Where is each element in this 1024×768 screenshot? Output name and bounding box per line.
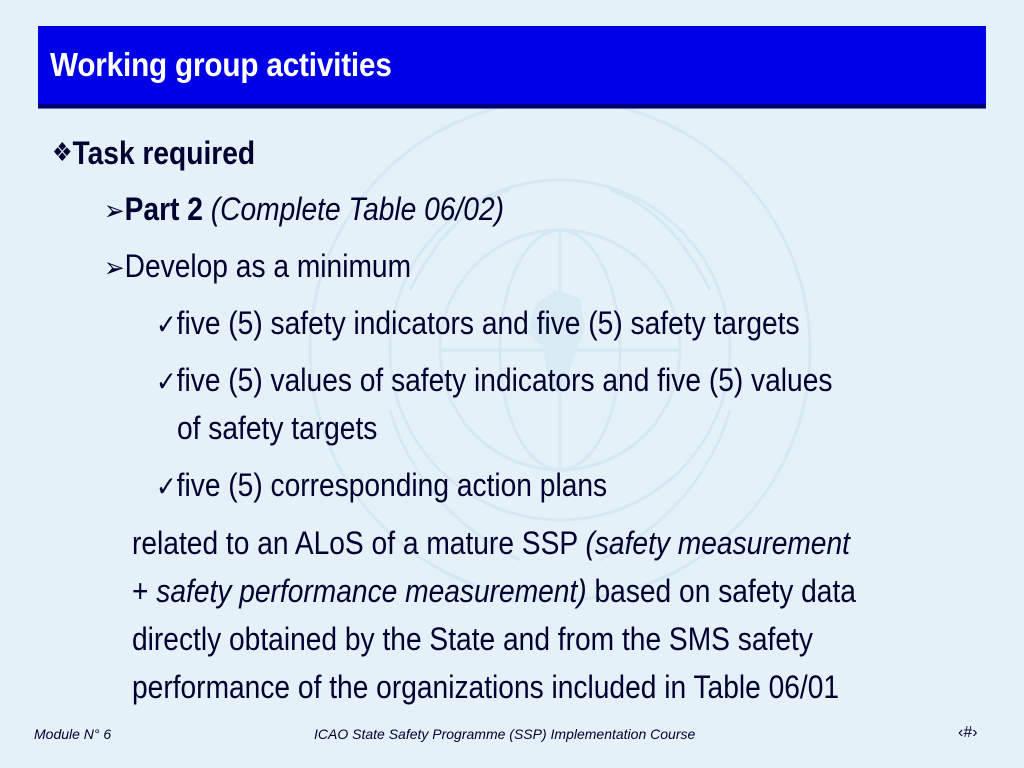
check-item-3 [156,463,607,509]
paragraph-line-4-text: performance of the organizations included in Table 06/01 [132,669,840,705]
paragraph-line-3 [132,617,813,661]
footer-module: Module N° 6 [34,726,112,742]
check-item-2-text-line-2: of safety targets [177,410,378,446]
develop-label: Develop as a minimum [124,248,412,284]
check-bullet-icon: ✓ [156,366,177,397]
check-bullet-icon: ✓ [156,309,177,340]
check-item-1-text: five (5) safety indicators and five (5) safety targets [176,305,800,341]
slide-title: Working group activities [50,46,392,83]
title-bar [38,26,986,108]
bullet-develop [104,244,411,290]
footer-course-title: ICAO State Safety Programme (SSP) Implementation Course [314,726,696,742]
paragraph-line-3-text: directly obtained by the State and from the SMS safety [132,621,813,657]
paragraph-line-1 [132,521,850,565]
paragraph-line-2-a: + [132,573,157,609]
paragraph-line-1-a: related to an ALoS of a mature SSP [132,525,586,561]
arrow-bullet-icon: ➢ [104,252,125,283]
paragraph-line-2 [132,569,856,613]
check-item-1 [156,301,800,347]
paragraph-line-4 [132,665,839,709]
paragraph-line-2-b: safety performance measurement) [156,573,587,609]
footer-page-number: ‹#› [958,724,978,741]
check-item-2 [156,358,832,404]
part-2-label: Part 2 [124,191,203,227]
check-bullet-icon: ✓ [156,471,177,502]
paragraph-line-1-b: (safety measurement [585,525,850,561]
check-item-3-text: five (5) corresponding action plans [176,467,608,503]
task-required-label: Task required [72,135,256,171]
bullet-task-required [52,130,255,175]
check-item-2-continuation [177,406,377,450]
diamond-bullet-icon: ❖ [52,137,73,167]
check-item-2-text-line-1: five (5) values of safety indicators and five (5) values [176,362,833,398]
paragraph-line-2-c: based on safety data [586,573,856,609]
part-2-note: (Complete Table 06/02) [210,191,504,227]
bullet-part-2 [104,187,504,233]
arrow-bullet-icon: ➢ [104,195,125,226]
